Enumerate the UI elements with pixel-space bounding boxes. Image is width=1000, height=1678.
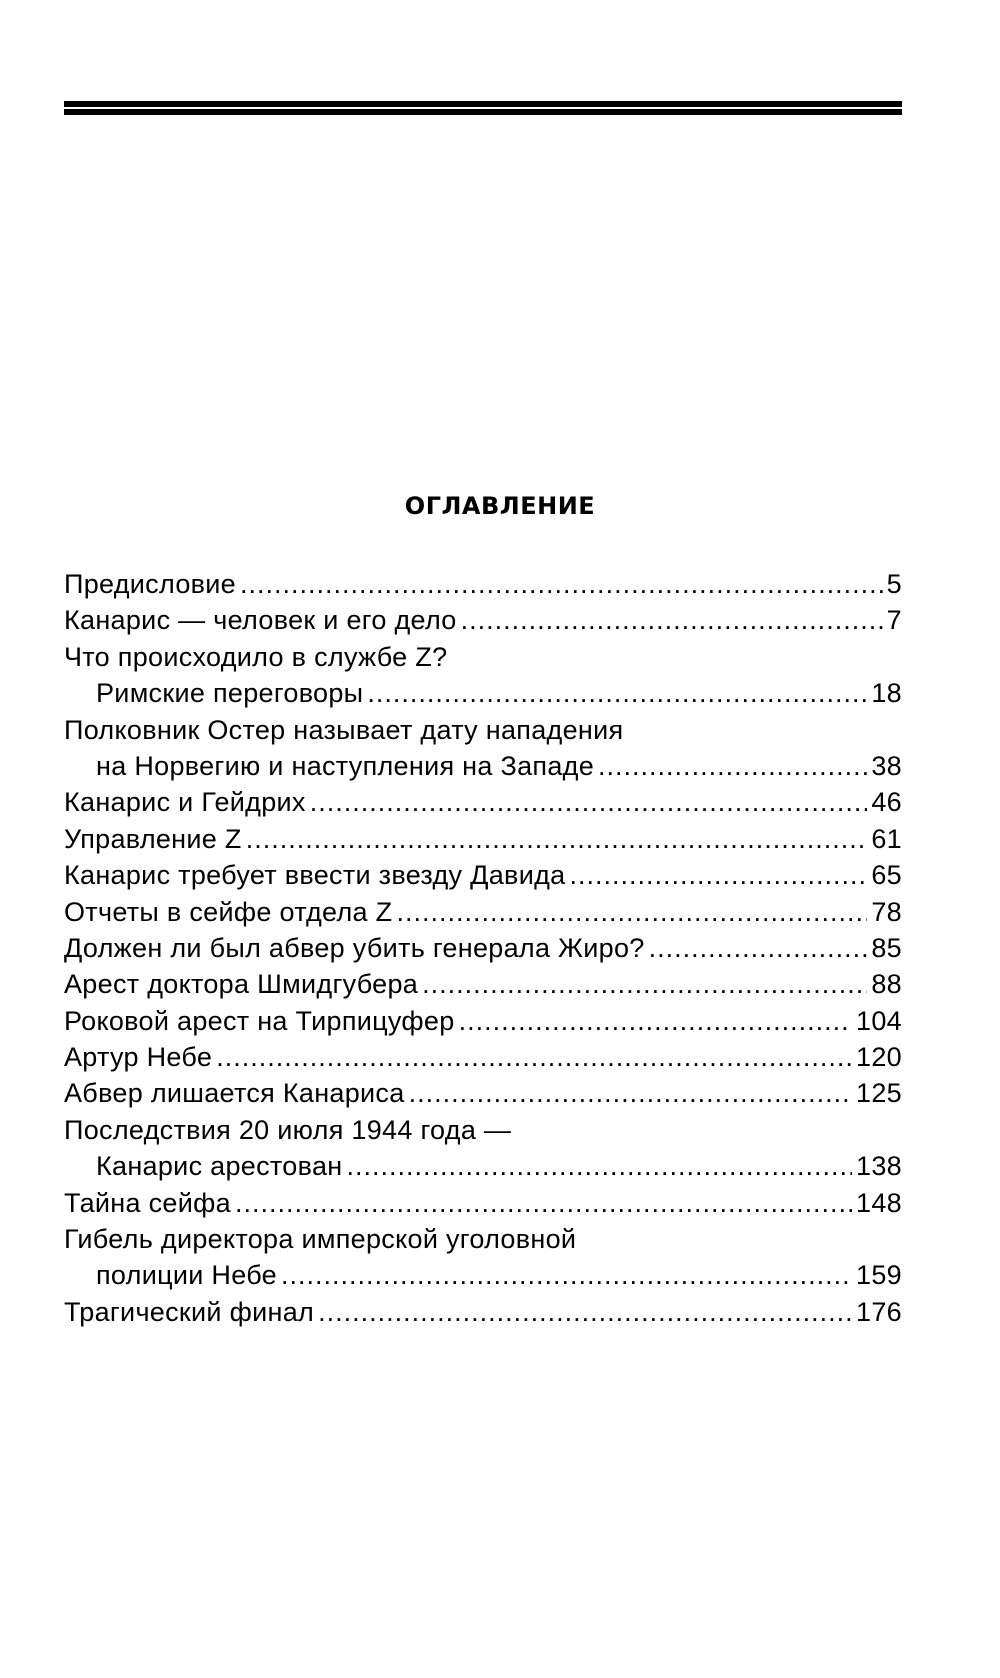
toc-entry-title-line: Управление Z <box>64 823 242 854</box>
dot-leader <box>310 784 868 820</box>
toc-entry-row <box>64 894 902 930</box>
toc-entry <box>64 1075 902 1111</box>
toc-entry-title-line: Арест доктора Шмидгубера <box>64 969 419 1000</box>
toc-entry-title-line: Гибель директора имперской уголовной <box>64 1224 577 1255</box>
toc-entry-title-line: Последствия 20 июля 1944 года — <box>64 1114 512 1145</box>
toc-page-number: 18 <box>871 678 902 709</box>
toc-entry-title-line: Римские переговоры <box>96 678 364 709</box>
dot-leader <box>422 966 867 1002</box>
dot-leader <box>318 1294 852 1330</box>
toc-entry <box>64 639 902 712</box>
toc-page-number: 159 <box>856 1260 902 1291</box>
toc-entry-row <box>64 748 902 784</box>
toc-entry <box>64 821 902 857</box>
toc-entry-title-line: на Норвегию и наступления на Западе <box>96 750 595 781</box>
toc-page-number: 125 <box>856 1078 902 1109</box>
toc-entry-title-line: Трагический финал <box>64 1296 315 1327</box>
dot-leader <box>459 1003 852 1039</box>
dot-leader <box>569 857 867 893</box>
toc-entry-row <box>64 1148 902 1184</box>
toc-page-number: 104 <box>856 1005 902 1036</box>
dot-leader <box>649 930 868 966</box>
dot-leader <box>367 675 867 711</box>
toc-entry <box>64 930 902 966</box>
toc-entry-row <box>64 602 902 638</box>
toc-entry-title-line: Канарис и Гейдрих <box>64 787 306 818</box>
toc-page-number: 148 <box>856 1187 902 1218</box>
toc-entry <box>64 1294 902 1330</box>
toc-entry <box>64 1221 902 1294</box>
toc-entry-row <box>64 930 902 966</box>
toc-page-number: 7 <box>886 605 902 636</box>
toc-entry-row <box>64 1257 902 1293</box>
toc-entry-title-line: Отчеты в сейфе отдела Z <box>64 896 393 927</box>
dot-leader <box>598 748 867 784</box>
toc-entry <box>64 894 902 930</box>
dot-leader <box>240 566 883 602</box>
toc-entry <box>64 857 902 893</box>
toc-entry-row <box>64 675 902 711</box>
toc-entry-title-line: Роковой арест на Тирпицуфер <box>64 1005 455 1036</box>
page-title: ОГЛАВЛЕНИЕ <box>404 492 596 520</box>
toc-entry-row <box>64 784 902 820</box>
toc-entry <box>64 712 902 785</box>
toc-page-number: 61 <box>871 823 902 854</box>
dot-leader <box>235 1185 852 1221</box>
toc-entry <box>64 1185 902 1221</box>
table-of-contents <box>64 566 902 1330</box>
toc-entry-row <box>64 857 902 893</box>
dot-leader <box>461 602 883 638</box>
toc-page-number: 78 <box>871 896 902 927</box>
dot-leader <box>246 821 868 857</box>
toc-entry <box>64 566 902 602</box>
toc-entry-row <box>64 566 902 602</box>
dot-leader <box>396 894 867 930</box>
toc-entry-row <box>64 1003 902 1039</box>
dot-leader <box>409 1075 852 1111</box>
toc-page-number: 138 <box>856 1151 902 1182</box>
dot-leader <box>281 1257 852 1293</box>
toc-entry <box>64 602 902 638</box>
toc-entry-row <box>64 1039 902 1075</box>
toc-page-number: 46 <box>871 787 902 818</box>
toc-entry-title-line: Канарис требует ввести звезду Давида <box>64 860 566 891</box>
toc-entry-title-line: Предисловие <box>64 569 236 599</box>
toc-entry-title-line: Что происходило в службе Z? <box>64 641 448 672</box>
toc-entry <box>64 784 902 820</box>
toc-entry-title-line: Тайна сейфа <box>64 1187 231 1218</box>
dot-leader <box>346 1148 852 1184</box>
toc-entry-title-line: полиции Небе <box>96 1260 277 1291</box>
toc-entry-row <box>64 966 902 1002</box>
toc-entry <box>64 1112 902 1185</box>
top-double-rule <box>64 101 902 115</box>
toc-page-number: 176 <box>856 1296 902 1327</box>
toc-entry <box>64 1003 902 1039</box>
toc-page-number: 38 <box>871 750 902 781</box>
toc-entry <box>64 1039 902 1075</box>
dot-leader <box>216 1039 852 1075</box>
toc-page-number: 5 <box>886 569 902 599</box>
toc-entry-row <box>64 1185 902 1221</box>
toc-page-number: 85 <box>871 932 902 963</box>
toc-page-number: 65 <box>871 860 902 891</box>
toc-entry-title-line: Артур Небе <box>64 1042 213 1073</box>
toc-page-number: 88 <box>871 969 902 1000</box>
toc-entry <box>64 966 902 1002</box>
toc-entry-title-line: Канарис арестован <box>96 1151 343 1182</box>
toc-page-number: 120 <box>856 1042 902 1073</box>
toc-entry-row <box>64 821 902 857</box>
toc-entry-title-line: Абвер лишается Канариса <box>64 1078 405 1109</box>
toc-entry-row <box>64 1075 902 1111</box>
toc-entry-title-line: Должен ли был абвер убить генерала Жиро? <box>64 932 645 963</box>
toc-entry-title-line: Полковник Остер называет дату нападения <box>64 714 624 745</box>
toc-entry-title-line: Канарис — человек и его дело <box>64 605 457 636</box>
toc-entry-row <box>64 1294 902 1330</box>
